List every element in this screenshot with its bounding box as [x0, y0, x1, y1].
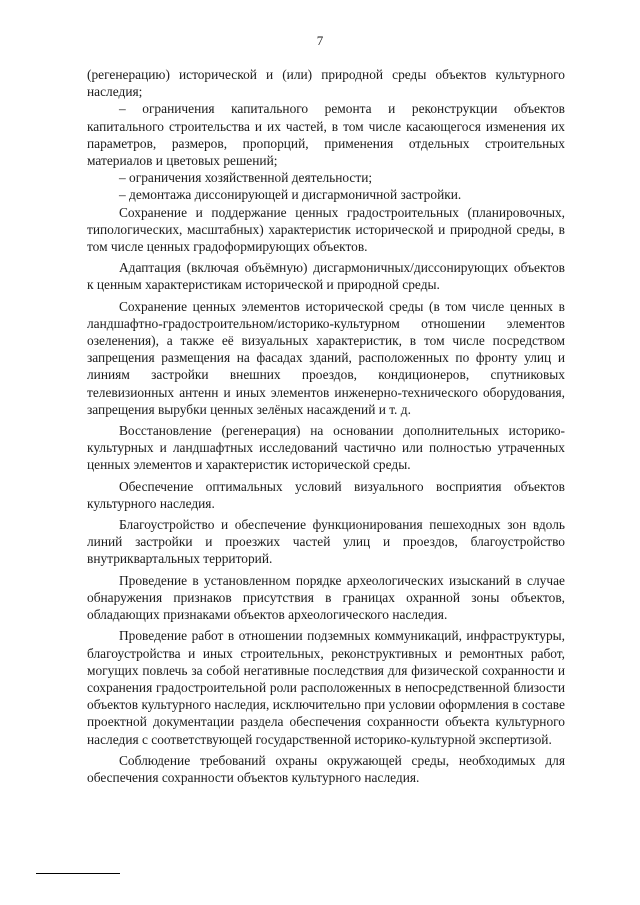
page-number: 7: [316, 33, 324, 48]
paragraph: Проведение работ в отношении подземных коммуникаций, инфраструктуры, благоустройства и иных строительных, реконструктивных и ремонтных работ, могущих повлечь за собой негативные последствия для физической сохранности и сохранения градостроительной роли расположенных в непосредственной близости объектов культурного наследия, исключительно при условии оформления в составе проектной документации раздела обеспечения сохранности объекта культурного наследия с соответствующей государственной историко-культурной экспертизой.: [87, 628, 565, 747]
paragraph: Обеспечение оптимальных условий визуального восприятия объектов культурного наследия.: [87, 478, 565, 511]
paragraph: Сохранение и поддержание ценных градостроительных (планировочных, типологических, масштабных) характеристик исторической и природной среды, в том числе ценных градоформирующих объектов.: [87, 204, 565, 255]
document-body: [87, 66, 565, 786]
paragraph: Благоустройство и обеспечение функционирования пешеходных зон вдоль линий застройки и проезжих частей улиц и проездов, благоустройство внутриквартальных территорий.: [87, 517, 565, 567]
paragraph: – демонтажа диссонирующей и дисгармоничной застройки.: [119, 187, 462, 203]
paragraph: Восстановление (регенерация) на основании дополнительных историко-культурных и ландшафтных исследований частично или полностью утраченных ценных элементов и характеристик исторической среды.: [87, 423, 565, 473]
paragraph: (регенерацию) исторической и (или) природной среды объектов культурного наследия;: [87, 67, 565, 100]
paragraph: Сохранение ценных элементов исторической среды (в том числе ценных в ландшафтно-градостроительном/историко-культурном отношении элементов озеленения), а также её визуальных характеристик, в том числе посредством запрещения размещения на фасадах зданий, расположенных по фронту улиц и линиям застройки внешних проездов, кондиционеров, спутниковых телевизионных антенн и иных элементов инженерно-технического оборудования, запрещения вырубки ценных зелёных насаждений и т. д.: [87, 298, 565, 417]
paragraph: Адаптация (включая объёмную) дисгармоничных/диссонирующих объектов к ценным характеристикам исторической и природной среды.: [87, 260, 565, 293]
paragraph: Проведение в установленном порядке археологических изысканий в случае обнаружения признаков присутствия в границах охранной зоны объектов, обладающих признаками объектов археологического наследия.: [87, 572, 565, 623]
footer-divider: [36, 873, 120, 874]
paragraph: – ограничения хозяйственной деятельности;: [119, 170, 373, 186]
paragraph: – ограничения капитального ремонта и реконструкции объектов капитального строительства и их частей, в том числе касающегося изменения их параметров, размеров, пропорций, применения отдельных строительных материалов и цветовых решений;: [87, 101, 565, 169]
paragraph: Соблюдение требований охраны окружающей среды, необходимых для обеспечения сохранности объектов культурного наследия.: [87, 752, 565, 785]
